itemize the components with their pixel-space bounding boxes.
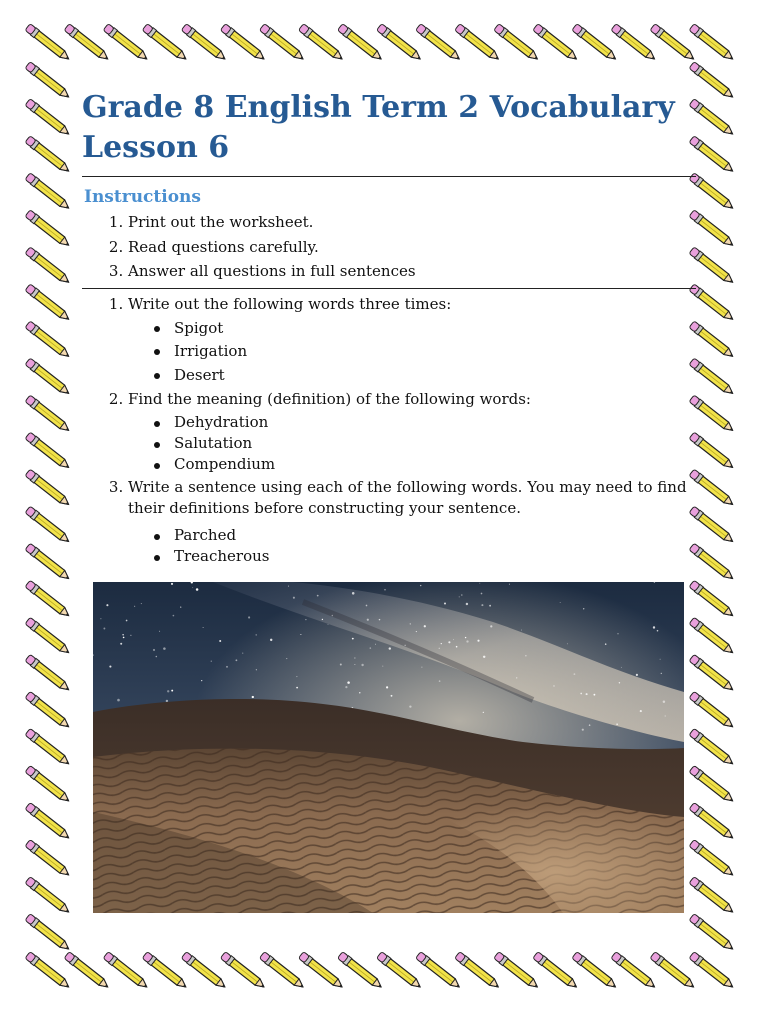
- instruction-item: 1. Print out the worksheet.: [128, 210, 696, 235]
- task-item: [128, 389, 696, 475]
- task-item: [128, 294, 696, 388]
- pencil-icon: [689, 580, 736, 619]
- pencil-icon: [689, 876, 736, 915]
- vocab-word: Irrigation: [174, 340, 696, 364]
- pencil-icon: [25, 61, 72, 100]
- worksheet: [82, 88, 696, 569]
- pencil-icon: [25, 210, 72, 249]
- pencil-icon: [689, 728, 736, 767]
- pencil-icon: [689, 691, 736, 730]
- vocab-word: Treacherous: [174, 546, 696, 567]
- pencil-icon: [25, 728, 72, 767]
- task-prompt: Find the meaning (definition) of the following words:: [128, 390, 531, 408]
- word-list: [128, 412, 696, 475]
- pencil-icon: [64, 23, 111, 62]
- vocab-word: Compendium: [174, 454, 696, 475]
- vocab-word: Parched: [174, 525, 696, 546]
- instruction-item: 2. Read questions carefully.: [128, 235, 696, 260]
- pencil-icon: [25, 23, 72, 62]
- vocab-word: Dehydration: [174, 412, 696, 433]
- pencil-icon: [494, 951, 541, 990]
- title-divider: [82, 176, 696, 177]
- pencil-icon: [142, 951, 189, 990]
- pencil-icon: [572, 951, 619, 990]
- pencil-icon: [689, 951, 736, 990]
- pencil-icon: [376, 951, 423, 990]
- pencil-icon: [572, 23, 619, 62]
- pencil-icon: [454, 23, 501, 62]
- task-prompt: Write a sentence using each of the following words. You may need to find their definitions before constructing your sentence.: [128, 478, 687, 517]
- pencil-icon: [220, 23, 267, 62]
- instructions-divider: [82, 288, 696, 289]
- pencil-icon: [25, 617, 72, 656]
- pencil-icon: [25, 543, 72, 582]
- desert-photo: [93, 582, 684, 913]
- pencil-icon: [25, 654, 72, 693]
- pencil-icon: [103, 23, 150, 62]
- pencil-icon: [25, 172, 72, 211]
- pencil-icon: [689, 913, 736, 952]
- pencil-icon: [25, 802, 72, 841]
- pencil-icon: [454, 951, 501, 990]
- pencil-icon: [337, 951, 384, 990]
- pencil-icon: [25, 469, 72, 508]
- pencil-icon: [25, 284, 72, 323]
- pencil-icon: [611, 951, 658, 990]
- vocab-word: Spigot: [174, 317, 696, 341]
- pencil-icon: [25, 432, 72, 471]
- pencil-icon: [689, 617, 736, 656]
- task-list: [82, 294, 696, 568]
- instruction-item: 3. Answer all questions in full sentences: [128, 259, 696, 284]
- word-list: [128, 525, 696, 567]
- pencil-icon: [25, 691, 72, 730]
- pencil-icon: [259, 23, 306, 62]
- pencil-icon: [25, 876, 72, 915]
- pencil-icon: [25, 913, 72, 952]
- title-line-2: Lesson 6: [82, 130, 230, 165]
- pencil-icon: [25, 839, 72, 878]
- pencil-icon: [650, 23, 697, 62]
- pencil-icon: [25, 506, 72, 545]
- pencil-icon: [64, 951, 111, 990]
- pencil-icon: [25, 135, 72, 174]
- pencil-icon: [533, 951, 580, 990]
- pencil-icon: [25, 98, 72, 137]
- pencil-icon: [25, 358, 72, 397]
- pencil-icon: [25, 951, 72, 990]
- pencil-icon: [25, 765, 72, 804]
- pencil-icon: [415, 951, 462, 990]
- task-prompt: Write out the following words three times:: [128, 294, 452, 313]
- pencil-icon: [25, 321, 72, 360]
- pencil-icon: [376, 23, 423, 62]
- vocab-word: Desert: [174, 364, 696, 388]
- pencil-icon: [689, 839, 736, 878]
- pencil-icon: [220, 951, 267, 990]
- pencil-icon: [494, 23, 541, 62]
- pencil-icon: [337, 23, 384, 62]
- word-list: [128, 317, 696, 388]
- pencil-icon: [181, 23, 228, 62]
- pencil-icon: [689, 765, 736, 804]
- pencil-icon: [689, 23, 736, 62]
- vocab-word: Salutation: [174, 433, 696, 454]
- page-title: [82, 88, 696, 168]
- pencil-icon: [650, 951, 697, 990]
- task-item: [128, 477, 696, 567]
- pencil-icon: [533, 23, 580, 62]
- pencil-icon: [415, 23, 462, 62]
- pencil-icon: [25, 580, 72, 619]
- pencil-icon: [25, 395, 72, 434]
- pencil-icon: [103, 951, 150, 990]
- pencil-icon: [259, 951, 306, 990]
- pencil-icon: [298, 951, 345, 990]
- pencil-icon: [298, 23, 345, 62]
- pencil-icon: [689, 654, 736, 693]
- pencil-icon: [181, 951, 228, 990]
- pencil-icon: [25, 247, 72, 286]
- title-line-1: Grade 8 English Term 2 Vocabulary: [82, 90, 675, 125]
- pencil-icon: [142, 23, 189, 62]
- pencil-icon: [689, 802, 736, 841]
- instructions-heading: Instructions: [84, 187, 201, 207]
- instructions-list: [82, 210, 696, 284]
- pencil-icon: [611, 23, 658, 62]
